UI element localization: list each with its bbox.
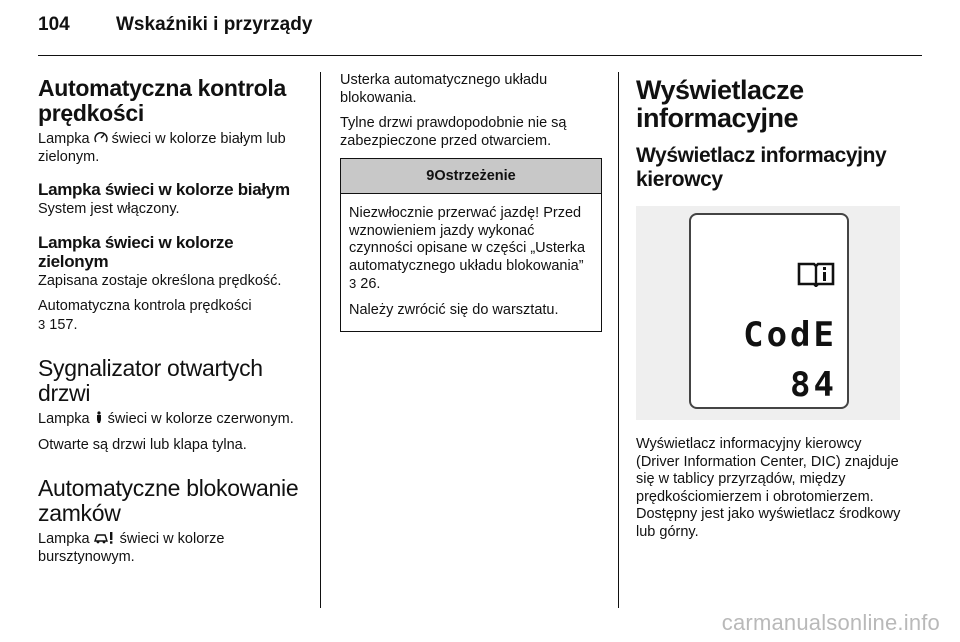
- paragraph: Otwarte są drzwi lub klapa tylna.: [38, 436, 247, 453]
- section-title-door-open: Sygnalizator otwartych drzwi: [38, 355, 263, 406]
- subsection-title-dic: Wyświetlacz informacyjny kierowcy: [636, 144, 887, 191]
- column-1: [38, 72, 308, 574]
- paragraph: Usterka automatycznego układu blokowania.: [340, 72, 548, 106]
- subheading-green: Lampka świeci w kolorze zielonym: [38, 232, 234, 271]
- reference-arrow-icon: 3: [38, 316, 46, 332]
- section-title-auto-lock: Automatyczne blokowanie zamków: [38, 475, 299, 526]
- warning-triangle-icon: 9: [426, 168, 435, 184]
- manual-info-icon: [797, 261, 835, 287]
- warning-box: [340, 158, 602, 332]
- paragraph-reference: Automatyczna kontrola prędkości 3 157.: [38, 298, 252, 333]
- warning-body: [341, 194, 601, 331]
- section-title-info-displays: Wyświetlacze informacyjne: [636, 75, 804, 133]
- column-divider-2: [618, 72, 619, 608]
- lock-fault-icon: [94, 531, 116, 544]
- warning-title: Ostrzeżenie: [434, 168, 516, 184]
- paragraph: Lampka świeci w kolorze czerwonym.: [38, 411, 294, 427]
- paragraph: System jest włączony.: [38, 201, 180, 217]
- paragraph: Lampka świeci w kolorze bursztynowym.: [38, 531, 225, 565]
- column-divider-1: [320, 72, 321, 608]
- watermark: carmanualsonline.info: [721, 610, 940, 635]
- page-header: [38, 14, 312, 48]
- subheading-white: Lampka świeci w kolorze białym: [38, 180, 290, 199]
- paragraph: Wyświetlacz informacyjny kierowcy (Driver Information Center, DIC) znajduje się w tablicy przyrządów, między prędkościomierzem i obrotomierzem. Dostępny jest jako wyświetlacz środkowy lub górny.: [636, 436, 901, 540]
- column-2: [340, 72, 602, 332]
- reference-arrow-icon: 3: [349, 276, 357, 291]
- door-open-icon: [94, 411, 104, 424]
- paragraph: Zapisana zostaje określona prędkość.: [38, 272, 282, 289]
- section-title-cruise-control: Automatyczna kontrola prędkości: [38, 75, 287, 126]
- dic-display-figure: [636, 206, 900, 420]
- dic-code-text: CodE: [743, 315, 837, 355]
- chapter-title: Wskaźniki i przyrządy: [116, 14, 313, 35]
- cruise-control-icon: [94, 131, 108, 144]
- dic-screen: [689, 213, 849, 409]
- header-divider: [38, 55, 922, 56]
- column-3: [636, 72, 904, 549]
- paragraph: Niezwłocznie przerwać jazdę! Przed wznowieniem jazdy wykonać czynności opisane w części „Usterka automatycznego układu blokowania” 3 26.: [349, 205, 586, 292]
- paragraph: Lampka świeci w kolorze białym lub zielonym.: [38, 131, 286, 165]
- paragraph: Należy zwrócić się do warsztatu.: [349, 301, 559, 318]
- page-number: 104: [38, 14, 70, 35]
- warning-header: [341, 159, 601, 194]
- dic-code-number: 84: [790, 365, 837, 405]
- paragraph: Tylne drzwi prawdopodobnie nie są zabezpieczone przed otwarciem.: [340, 115, 567, 149]
